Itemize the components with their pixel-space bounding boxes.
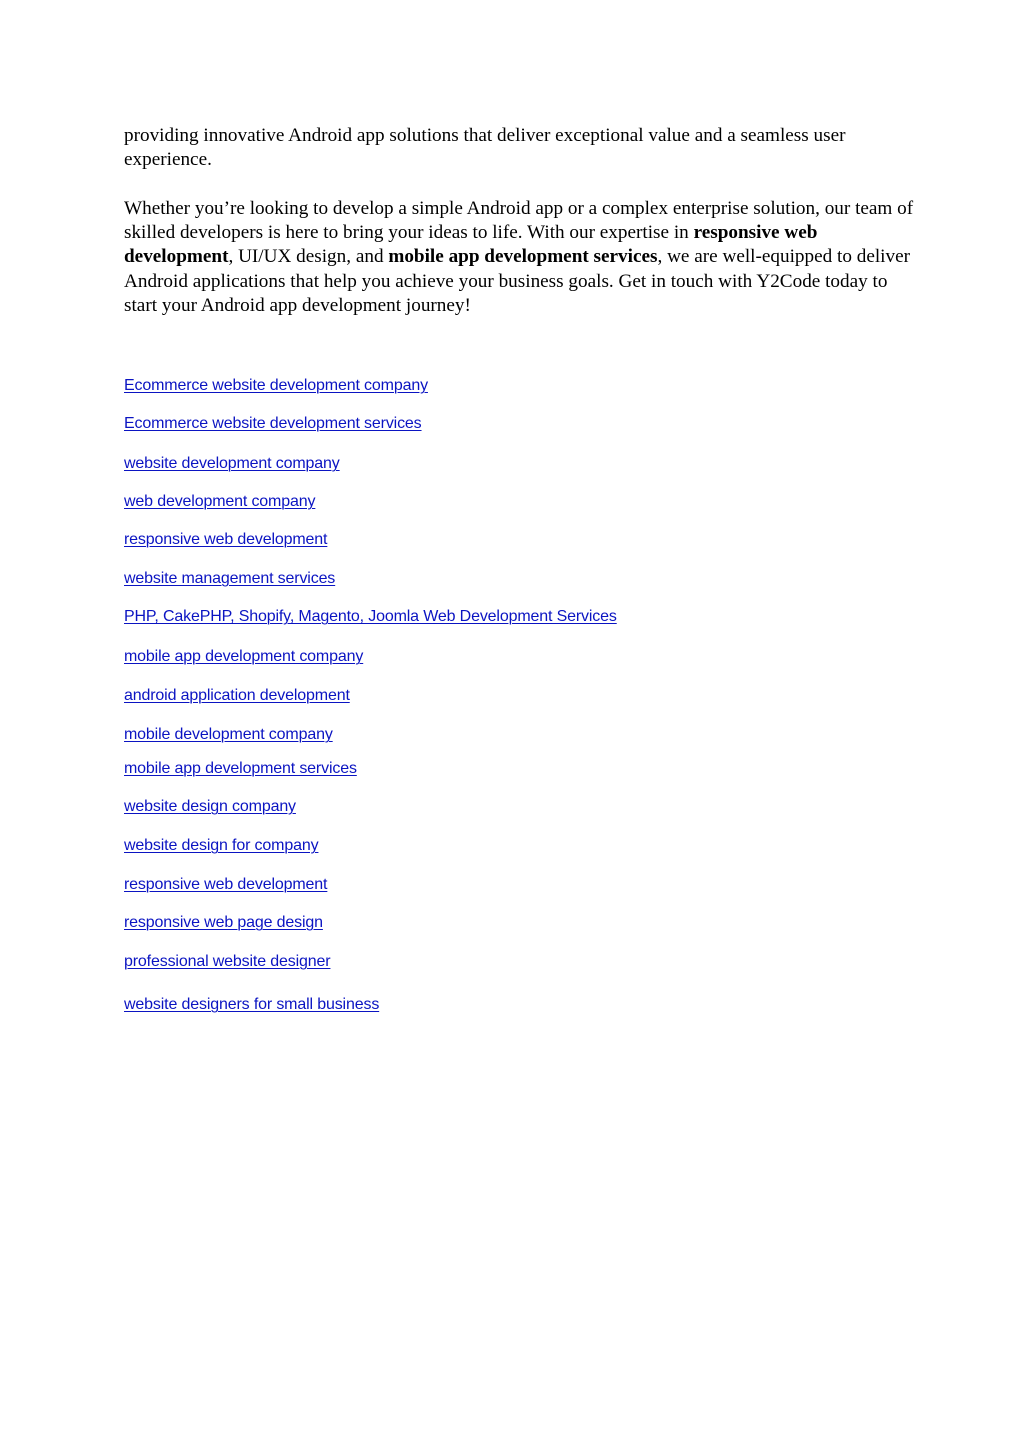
link-website-designers-for-small-business[interactable]: website designers for small business	[124, 996, 380, 1013]
link-website-design-for-company[interactable]: website design for company	[124, 837, 319, 854]
link-mobile-development-company[interactable]: mobile development company	[124, 726, 333, 743]
link-responsive-web-development-2[interactable]: responsive web development	[124, 876, 328, 893]
link-ecommerce-website-development-company[interactable]: Ecommerce website development company	[124, 377, 428, 394]
link-mobile-app-development-services[interactable]: mobile app development services	[124, 760, 357, 777]
paragraph-text-part2: , UI/UX design, and	[228, 246, 389, 268]
link-web-development-company[interactable]: web development company	[124, 493, 316, 510]
link-website-development-company[interactable]: website development company	[124, 455, 340, 472]
link-professional-website-designer[interactable]: professional website designer	[124, 953, 331, 970]
link-responsive-web-page-design[interactable]: responsive web page design	[124, 914, 323, 931]
body-paragraph	[124, 197, 914, 318]
link-responsive-web-development[interactable]: responsive web development	[124, 531, 328, 548]
paragraph-text-part1: Whether you’re looking to develop a simple Android app or a complex enterprise solution, our team of skilled developers is here to bring your ideas to life. With our expertise in	[124, 198, 914, 244]
link-website-management-services[interactable]: website management services	[124, 570, 336, 587]
bold-keyword-responsive-web-development: responsive web development	[124, 222, 818, 268]
link-ecommerce-website-development-services[interactable]: Ecommerce website development services	[124, 415, 422, 432]
link-php-cakephp-shopify-magento-joomla[interactable]: PHP, CakePHP, Shopify, Magento, Joomla Web Development Services	[124, 608, 617, 625]
link-mobile-app-development-company[interactable]: mobile app development company	[124, 648, 364, 665]
intro-paragraph-continuation: providing innovative Android app solutions that deliver exceptional value and a seamless user experience.	[124, 125, 846, 171]
link-website-design-company[interactable]: website design company	[124, 798, 296, 815]
link-android-application-development[interactable]: android application development	[124, 687, 350, 704]
paragraph-text-part3: , we are well-equipped to deliver Android applications that help you achieve your business goals. Get in touch with Y2Code today to start your Android app development journey!	[124, 246, 911, 316]
bold-keyword-mobile-app-development-services: mobile app development services	[388, 246, 658, 268]
